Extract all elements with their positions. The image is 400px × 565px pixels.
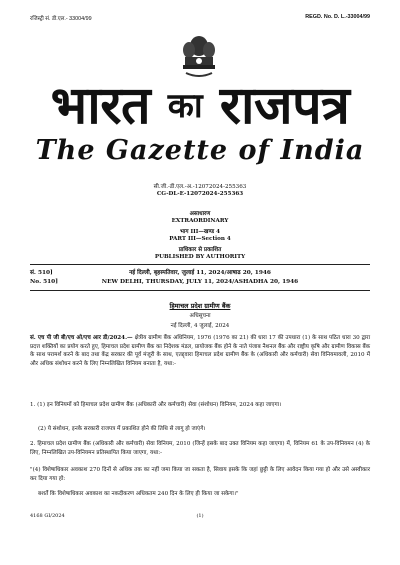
masthead-hindi xyxy=(28,78,372,134)
gazette-id-hindi: सी.जी.-डी.एल.-अ.-12072024-255363 xyxy=(153,184,247,190)
clause-2: 2. हिमाचल प्रदेश ग्रामीण बैंक (अधिकारी और कर्मचारी) सेवा विनियम, 2010 (जिन्हें इसके बाद उक्त विनियम कहा जाएगा) में, विनियम 61 के उप-विनियमन (4) के लिए, निम्नलिखित उप-विनियमन प्रतिस्थापित किया जाएगा, यथा:- xyxy=(30,441,370,456)
clause-4-proviso: बशर्ते कि विशेषाधिकार अवकाश का नकदीकरण अधिकतम 240 दिन के लिए ही किया जा सकेगा।" xyxy=(38,491,239,497)
part-english: PART III—Section 4 xyxy=(169,236,231,242)
masthead-hindi-left: भारत xyxy=(50,76,151,136)
preamble-text: क्षेत्रीय ग्रामीण बैंक अधिनियम, 1976 (1976 का 21) की धारा 17 की उपधारा (1) के साथ पठित धारा 30 द्वारा प्रदत्त शक्तियों का प्रयोग करते हुए, हिमाचल प्रदेश ग्रामीण बैंक का निदेशक मंडल, प्रायोजक बैंक होने के नाते पंजाब नैशनल बैंक और राष्ट्रीय कृषि और ग्रामीण विकास बैंक के साथ परामर्श करने के बाद तथा केंद्र सरकार की पूर्व मंजूरी के साथ, एतद्द्वारा हिमाचल प्रदेश ग्रामीण बैंक के (अधिकारी और कर्मचारी) सेवा विनियमावली, 2010 में और अधिक संशोधन करने के लिए निम्नलिखित विनियम बनाता है, यथा:- xyxy=(30,335,371,367)
registration-number-english: REGD. No. D. L.-33004/99 xyxy=(305,14,370,20)
gazette-id-english: CG-DL-E-12072024-255363 xyxy=(156,191,244,197)
extraordinary-english: EXTRAORDINARY xyxy=(171,218,229,224)
extraordinary-hindi: असाधारण xyxy=(189,211,211,217)
notification-label: अधिसूचना xyxy=(189,313,211,319)
issue-date-english: NEW DELHI, THURSDAY, JULY 11, 2024/ASHADHA 20, 1946 xyxy=(101,279,299,285)
registration-number-hindi: रजिस्ट्री सं. डी.एल.- 33004/99 xyxy=(30,16,92,22)
issue-number-english: No. 510] xyxy=(30,279,58,285)
footer-code: 4168 GI/2024 xyxy=(30,513,65,519)
preamble-paragraph xyxy=(30,334,370,368)
clause-1-2: (2) ये संशोधन, इनके सरकारी राजपत्र में प्रकाशित होने की तिथि से लागू हो जाएंगे। xyxy=(38,426,206,432)
authority-english: PUBLISHED BY AUTHORITY xyxy=(154,254,246,260)
issue-number-hindi: सं. 510] xyxy=(30,270,53,276)
divider-top xyxy=(30,264,370,265)
clause-1: 1. (1) इन विनियमों को हिमाचल प्रदेश ग्रामीण बैंक (अधिकारी और कर्मचारी) सेवा (संशोधन) विनियम, 2024 कहा जाएगा। xyxy=(30,402,282,408)
authority-hindi: प्राधिकार से प्रकाशित xyxy=(178,247,222,253)
masthead-hindi-right: राजपत्र xyxy=(219,76,350,136)
clause-4-text: "(4) विशेषाधिकार अवकाश 270 दिनों से अधिक तक का नहीं जमा किया जा सकता है, सिवाय इसके कि जहां छुट्टी के लिए आवेदन किया गया हो और उसे अस्वीकार कर दिया गया हो: xyxy=(30,467,370,482)
divider-bottom xyxy=(30,290,370,291)
masthead-hindi-mid: का xyxy=(167,86,203,126)
place-date: नई दिल्ली, 4 जुलाई, 2024 xyxy=(170,323,230,329)
issue-date-hindi: नई दिल्ली, बृहस्पतिवार, जुलाई 11, 2024/आषाढ 20, 1946 xyxy=(129,270,271,276)
masthead-english: The Gazette of India xyxy=(35,135,365,166)
page-number: (1) xyxy=(196,513,204,519)
bank-title: हिमाचल प्रदेश ग्रामीण बैंक xyxy=(169,302,231,310)
part-hindi: भाग III—खण्ड 4 xyxy=(180,229,220,235)
notification-reference: सं. एच पी जी बी/एच ओ/एच आर डी/2024.— xyxy=(30,335,133,341)
